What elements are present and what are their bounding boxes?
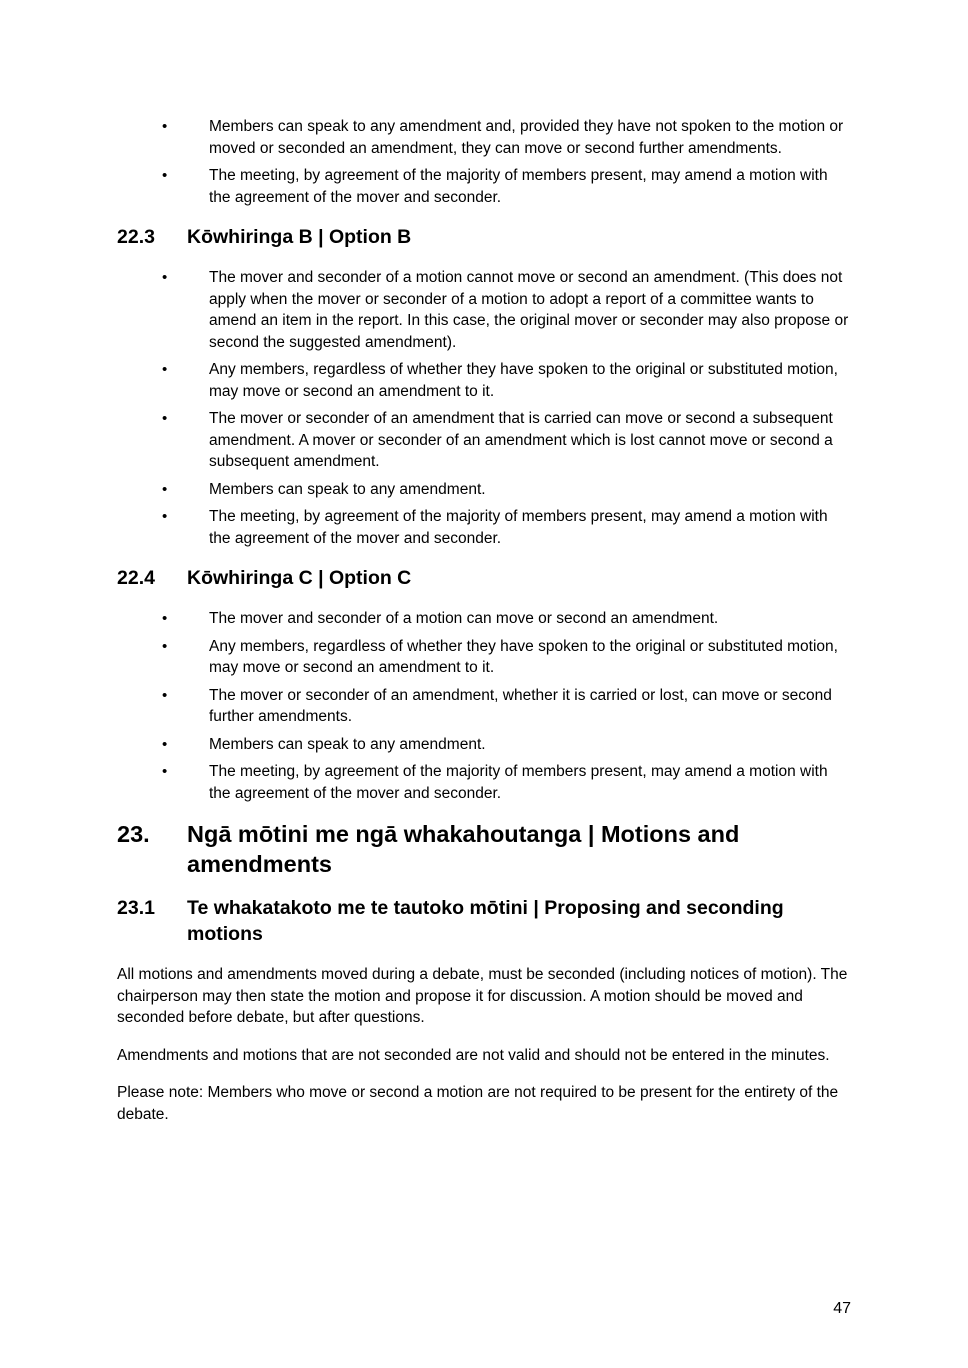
list-item: [117, 608, 853, 630]
list-item: [117, 685, 853, 728]
section-title: Ngā mōtini me ngā whakahoutanga | Motions and amendments: [187, 821, 740, 877]
list-item: [117, 165, 853, 208]
list-item-text: Any members, regardless of whether they have spoken to the original or substituted motion, may move or second an amendment to it.: [209, 361, 838, 400]
document-page: [117, 116, 853, 1141]
bullet-glyph: •: [162, 637, 168, 655]
body-paragraph: Amendments and motions that are not seconded are not valid and should not be entered in the minutes.: [117, 1046, 830, 1064]
bullet-glyph: •: [162, 269, 168, 286]
section-heading-23: [117, 819, 853, 879]
list-item: [117, 359, 853, 402]
section-title: Kōwhiringa C | Option C: [187, 567, 412, 589]
bullet-glyph: •: [162, 508, 168, 525]
list-item-text: Members can speak to any amendment and, provided they have not spoken to the motion or moved or seconded an amendment, they can move or second further amendments.: [209, 118, 844, 157]
list-item-text: Members can speak to any amendment.: [209, 480, 486, 498]
list-item: [117, 761, 853, 804]
section-number: 22.3: [117, 226, 155, 248]
bullet-glyph: •: [162, 167, 168, 184]
section-number: 22.4: [117, 567, 155, 589]
list-item-text: The mover and seconder of a motion cannot move or second an amendment. (This does not apply when the mover or seconder of a motion to adopt a report of a committee wants to amend an item in the report. In this case, the original mover or seconder may also propose or second the suggested amendment).: [209, 269, 849, 351]
bullet-glyph: •: [162, 763, 168, 780]
section-title: Kōwhiringa B | Option B: [187, 226, 412, 248]
list-item: [117, 636, 853, 679]
bullet-glyph: •: [162, 118, 168, 135]
list-item-text: Members can speak to any amendment.: [209, 735, 486, 753]
list-item: [117, 267, 853, 353]
section-heading-22-4: [117, 565, 853, 591]
list-item-text: Any members, regardless of whether they have spoken to the original or substituted motion, may move or second an amendment to it.: [209, 637, 838, 676]
list-item-text: The meeting, by agreement of the majority of members present, may amend a motion with the agreement of the mover and seconder.: [209, 167, 828, 206]
bullet-glyph: •: [162, 610, 168, 627]
option-c-bullet-list: [117, 608, 853, 804]
body-paragraph: Please note: Members who move or second a motion are not required to be present for the entirety of the debate.: [117, 1084, 839, 1123]
list-item: [117, 116, 853, 159]
section-number: 23.: [117, 821, 150, 847]
option-b-bullet-list: [117, 267, 853, 549]
list-item-text: The meeting, by agreement of the majority of members present, may amend a motion with the agreement of the mover and seconder.: [209, 508, 828, 547]
list-item-text: The mover or seconder of an amendment that is carried can move or second a subsequent amendment. A mover or seconder of an amendment which is lost cannot move or second a subsequent amendment.: [209, 410, 833, 470]
bullet-glyph: •: [162, 361, 168, 378]
section-heading-22-3: [117, 224, 853, 250]
section-number: 23.1: [117, 897, 155, 919]
list-item: [117, 734, 853, 756]
body-paragraph: All motions and amendments moved during a debate, must be seconded (including notices of motion). The chairperson may then state the motion and propose it for discussion. A motion should be moved and seconded before debate, but after questions.: [117, 966, 848, 1026]
section-heading-23-1: [117, 895, 853, 947]
list-item-text: The mover or seconder of an amendment, whether it is carried or lost, can move or second further amendments.: [209, 686, 832, 725]
section-title: Te whakatakoto me te tautoko mōtini | Proposing and seconding motions: [187, 897, 784, 945]
bullet-glyph: •: [162, 480, 168, 498]
page-number: 47: [833, 1300, 851, 1317]
list-item-text: The mover and seconder of a motion can move or second an amendment.: [209, 610, 719, 627]
list-item: [117, 506, 853, 549]
list-item-text: The meeting, by agreement of the majority of members present, may amend a motion with the agreement of the mover and seconder.: [209, 763, 828, 802]
bullet-glyph: •: [162, 735, 168, 753]
intro-bullet-list: [117, 116, 853, 208]
bullet-glyph: •: [162, 686, 168, 704]
bullet-glyph: •: [162, 410, 168, 427]
list-item: [117, 408, 853, 473]
list-item: [117, 479, 853, 501]
